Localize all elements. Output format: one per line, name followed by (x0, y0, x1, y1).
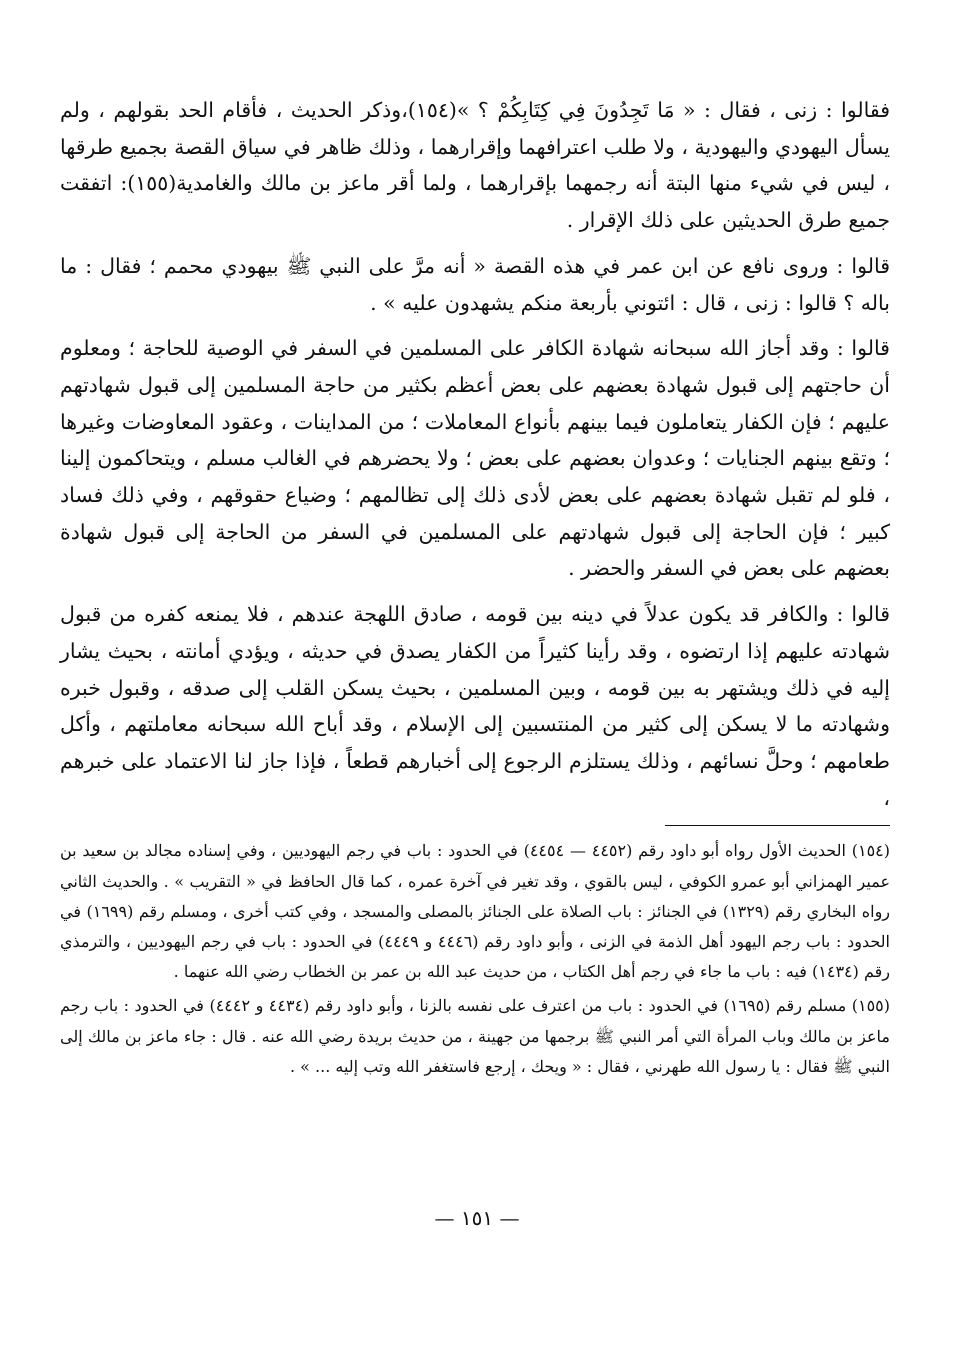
page-content (60, 92, 890, 1086)
footnote-154: (١٥٤) الحديث الأول رواه أبو داود رقم (٤٤٥٢ — ٤٤٥٤) في الحدود : باب في رجم اليهوديين ، وفي إسناده مجالد بن سعيد بن عمير الهمزاني أبو عمرو الكوفي ، ليس بالقوي ، وقد تغير في آخرة عمره ، كما قال الحافظ في « التقريب » . والحديث الثاني رواه البخاري رقم (١٣٢٩) في الجنائز : باب الصلاة على الجنائز بالمصلى والمسجد ، وفي كتب أخرى ، ومسلم رقم (١٦٩٩) في الحدود : باب رجم اليهود أهل الذمة في الزنى ، وأبو داود رقم (٤٤٤٦ و ٤٤٤٩) في الحدود : باب في رجم اليهوديين ، والترمذي رقم (١٤٣٤) فيه : باب ما جاء في رجم أهل الكتاب ، من حديث عبد الله بن عمر بن الخطاب رضي الله عنهما . (60, 841, 891, 982)
footnote-155: (١٥٥) مسلم رقم (١٦٩٥) في الحدود : باب من اعترف على نفسه بالزنا ، وأبو داود رقم (٤٤٣٤ و ٤٤٤٢) في الحدود : باب رجم ماعز بن مالك وباب المرأة التي أمر النبي ﷺ برجمها من جهينة ، من حديث بريدة رضي الله عنه . قال : جاء ماعز بن مالك إلى النبي ﷺ فقال : يا رسول الله طهرني ، فقال : « ويحك ، إرجع فاستغفر الله وتب إليه ... » . (60, 996, 891, 1076)
main-paragraph-3: قالوا : وقد أجاز الله سبحانه شهادة الكافر على المسلمين في السفر في الوصية للحاجة ؛ ومعلوم أن حاجتهم إلى قبول شهادة بعضهم على بعض أعظم بكثير من حاجة المسلمين إلى قبول شهادتهم عليهم ؛ فإن الكفار يتعاملون فيما بينهم بأنواع المعاملات ؛ من المداينات ، وعقود المعاوضات وغيرها ؛ وتقع بينهم الجنايات ؛ وعدوان بعضهم على بعض ؛ ولا يحضرهم في الغالب مسلم ، ويتحاكمون إلينا ، فلو لم تقبل شهادة بعضهم على بعض لأدى ذلك إلى تظالمهم ؛ وضياع حقوقهم ، وفي ذلك فساد كبير ؛ فإن الحاجة إلى قبول شهادتهم على المسلمين في السفر من الحاجة إلى قبول شهادة بعضهم على بعض في السفر والحضر . (60, 336, 890, 581)
footnotes (60, 836, 890, 1082)
footnote-divider (665, 825, 890, 826)
main-paragraph-1: فقالوا : زنى ، فقال : « مَا تَجِدُونَ فِي كِتَابِكُمْ ؟ »(١٥٤)،وذكر الحديث ، فأقام الحد بقولهم ، ولم يسأل اليهودي واليهودية ، ولا طلب اعترافهما وإقرارهما ، وذلك ظاهر في سياق القصة بجميع طرقها ، ليس في شيء منها البتة أنه رجمهما بإقرارهما ، ولما أقر ماعز بن مالك والغامدية(١٥٥): اتفقت جميع طرق الحديثين على ذلك الإقرار . (60, 98, 891, 233)
page-number: — ١٥١ — (434, 1206, 520, 1230)
main-text (60, 92, 890, 816)
main-paragraph-2: قالوا : وروى نافع عن ابن عمر في هذه القصة « أنه مرَّ على النبي ﷺ بيهودي محمم ؛ فقال : ما باله ؟ قالوا : زنى ، قال : ائتوني بأربعة منكم يشهدون عليه » . (60, 253, 890, 315)
main-paragraph-4: قالوا : والكافر قد يكون عدلاً في دينه بين قومه ، صادق اللهجة عندهم ، فلا يمنعه كفره من قبول شهادته عليهم إذا ارتضوه ، وقد رأينا كثيراً من الكفار يصدق في حديثه ، ويؤدي أمانته ، بحيث يشار إليه في ذلك ويشتهر به بين قومه ، وبين المسلمين ، بحيث يسكن القلب إلى صدقه ، وقبول خبره وشهادته ما لا يسكن إلى كثير من المنتسبين إلى الإسلام ، وقد أباح الله سبحانه معاملتهم ، وأكل طعامهم ؛ وحلَّ نسائهم ، وذلك يستلزم الرجوع إلى أخبارهم قطعاً ، فإذا جاز لنا الاعتماد على خبرهم ، (60, 602, 890, 810)
